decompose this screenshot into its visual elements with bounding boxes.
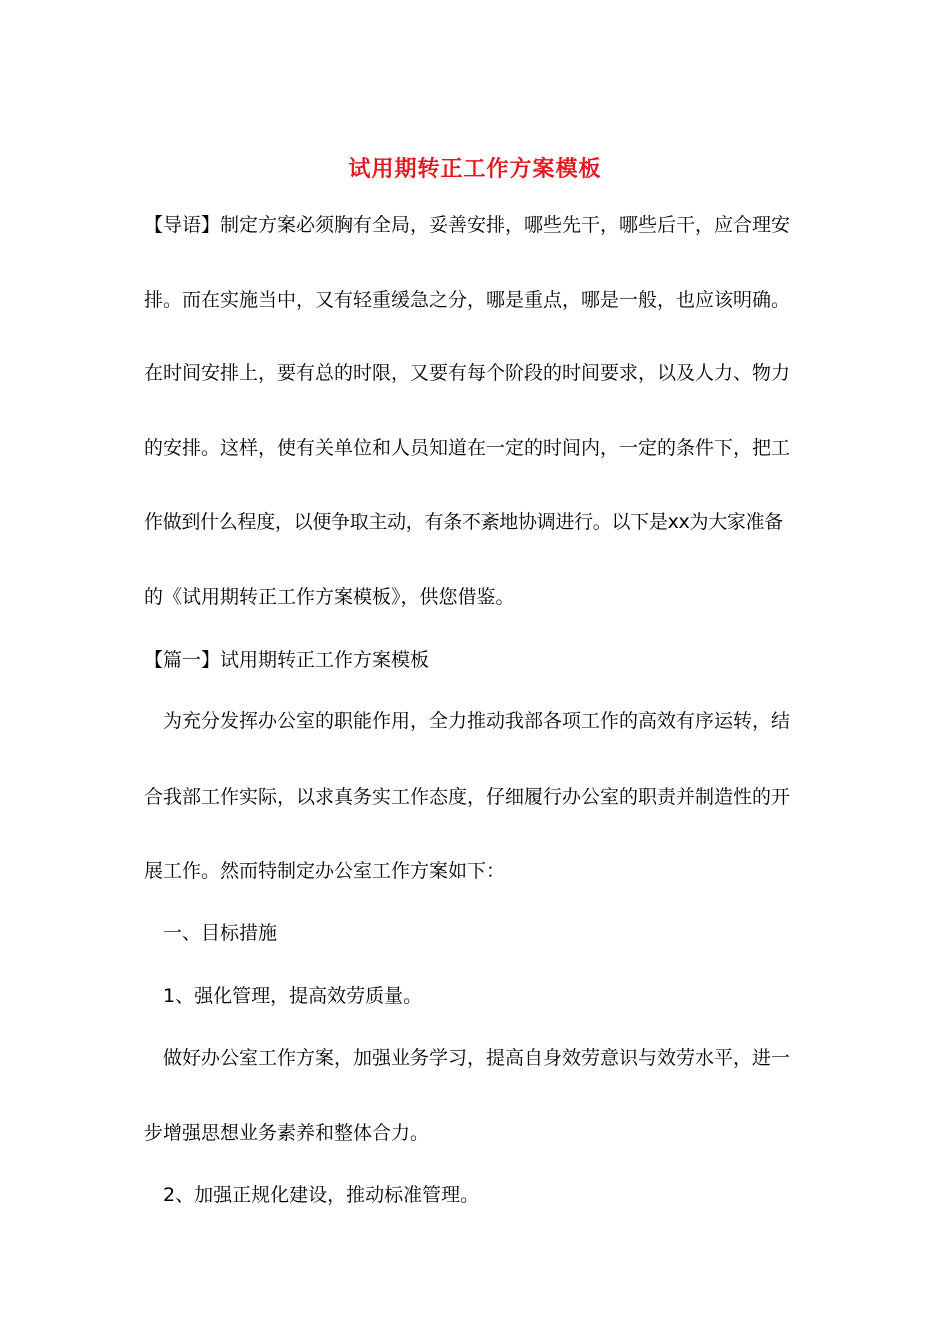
section-heading: 【篇一】试用期转正工作方案模板 [144, 649, 430, 671]
document-title: 试用期转正工作方案模板 [348, 156, 602, 182]
intro-line: 排。而在实施当中，又有轻重缓急之分，哪是重点，哪是一般，也应该明确。 [144, 289, 791, 311]
paragraph-line: 合我部工作实际，以求真务实工作态度，仔细履行办公室的职责并制造性的开 [144, 786, 791, 808]
list-item: 2、加强正规化建设，推动标准管理。 [163, 1184, 480, 1206]
paragraph-line: 为充分发挥办公室的职能作用，全力推动我部各项工作的高效有序运转，结 [163, 710, 791, 732]
list-item: 1、强化管理，提高效劳质量。 [163, 985, 423, 1007]
intro-line: 【导语】制定方案必须胸有全局，妥善安排，哪些先干，哪些后干，应合理安 [144, 214, 791, 236]
intro-line: 在时间安排上，要有总的时限，又要有每个阶段的时间要求，以及人力、物力 [144, 362, 791, 384]
paragraph-line: 做好办公室工作方案，加强业务学习，提高自身效劳意识与效劳水平，进一 [163, 1047, 791, 1069]
intro-line: 作做到什么程度，以便争取主动，有条不紊地协调进行。以下是xx为大家准备 [144, 511, 783, 533]
intro-line: 的《试用期转正工作方案模板》，供您借鉴。 [144, 586, 515, 608]
intro-line: 的安排。这样，使有关单位和人员知道在一定的时间内，一定的条件下，把工 [144, 437, 791, 459]
heading-level-1: 一、目标措施 [163, 922, 278, 944]
paragraph-line: 步增强思想业务素养和整体合力。 [144, 1122, 430, 1144]
paragraph-line: 展工作。然而特制定办公室工作方案如下： [144, 860, 506, 882]
